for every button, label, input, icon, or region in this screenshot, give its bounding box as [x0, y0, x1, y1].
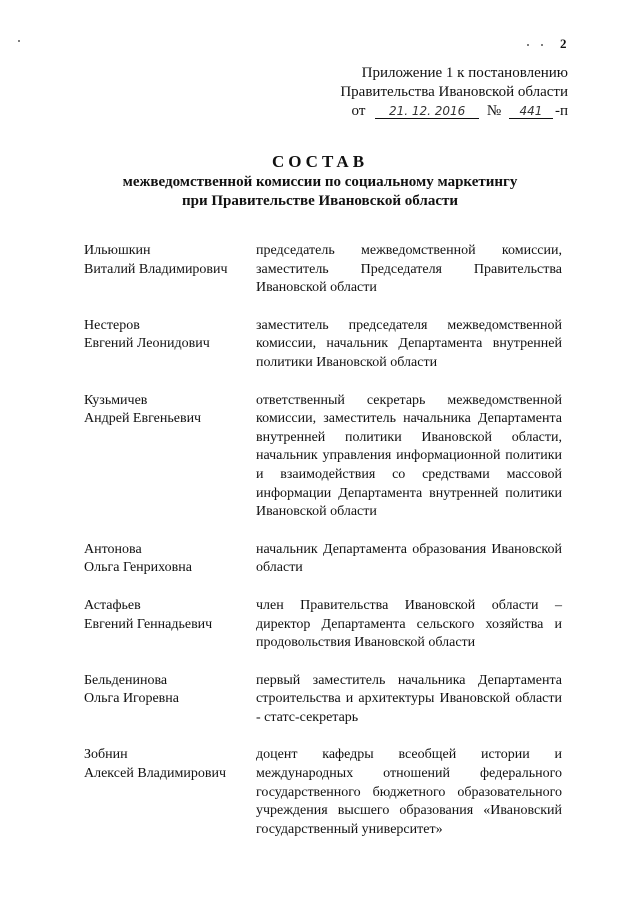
scan-speck	[527, 44, 529, 46]
member-role: председатель межведомственной комиссии, заместитель Председателя Правительства Ивановской области	[256, 243, 562, 296]
member-given-names: Ольга Игоревна	[84, 691, 179, 707]
member-row	[84, 541, 562, 578]
handwritten-date: 21. 12. 2016	[375, 104, 479, 119]
member-surname: Зобнин	[84, 747, 128, 763]
number-label: №	[486, 103, 502, 119]
member-row	[84, 746, 562, 839]
scan-speck	[541, 44, 543, 46]
handwritten-number: 441	[509, 104, 553, 119]
member-given-names: Алексей Владимирович	[84, 766, 227, 782]
appendix-line-1: Приложение 1 к постановлению	[361, 65, 568, 81]
member-row	[84, 672, 562, 728]
member-role: доцент кафедры всеобщей истории и международных отношений федерального государственного бюджетного образовательного учреждения высшего образования «Ивановский государственный университет»	[256, 747, 562, 837]
member-row	[84, 242, 562, 298]
appendix-line-2: Правительства Ивановской области	[340, 84, 568, 100]
member-surname: Бельденинова	[84, 672, 168, 688]
member-surname: Антонова	[84, 541, 142, 557]
member-name	[84, 672, 256, 728]
member-surname: Кузьмичев	[84, 392, 148, 408]
document-subtitle-2: при Правительстве Ивановской области	[181, 193, 459, 209]
member-name	[84, 746, 256, 839]
member-role: член Правительства Ивановской области – директор Департамента сельского хозяйства и продовольствия Ивановской области	[256, 597, 562, 651]
member-surname: Нестеров	[84, 317, 140, 333]
document-title: СОСТАВ	[271, 152, 369, 171]
number-suffix: -п	[554, 103, 568, 119]
member-role: начальник Департамента образования Ивановской области	[256, 541, 562, 576]
member-surname: Ильюшкин	[84, 243, 151, 258]
member-given-names: Андрей Евгеньевич	[84, 411, 202, 427]
members-list	[84, 242, 562, 858]
page-number: 2	[560, 36, 567, 51]
member-role: ответственный секретарь межведомственной комиссии, заместитель начальника Департамента внутренней политики Ивановской области, начальник управления информационной политики и взаимодействия со средствами массовой информации Департамента внутренней политики Ивановской области	[256, 392, 562, 520]
appendix-line-3	[340, 102, 568, 121]
member-name	[84, 392, 256, 522]
member-row	[84, 597, 562, 653]
document-subtitle-1: межведомственной комиссии по социальному маркетингу	[122, 174, 518, 190]
member-given-names: Ольга Генриховна	[84, 560, 192, 576]
member-role: первый заместитель начальника Департамента строительства и архитектуры Ивановской области - статс-секретарь	[256, 672, 562, 725]
appendix-header	[340, 64, 568, 121]
member-given-names: Евгений Леонидович	[84, 336, 210, 352]
scan-speck	[18, 40, 20, 42]
member-row	[84, 317, 562, 373]
member-name	[84, 317, 256, 373]
member-row	[84, 392, 562, 522]
from-label: от	[351, 103, 366, 119]
member-name	[84, 597, 256, 653]
member-given-names: Виталий Владимирович	[84, 261, 228, 277]
member-surname: Астафьев	[84, 597, 141, 613]
member-name	[84, 242, 256, 298]
member-given-names: Евгений Геннадьевич	[84, 616, 213, 632]
member-name	[84, 541, 256, 578]
member-role: заместитель председателя межведомственной комиссии, начальник Департамента внутренней политики Ивановской области	[256, 317, 562, 370]
